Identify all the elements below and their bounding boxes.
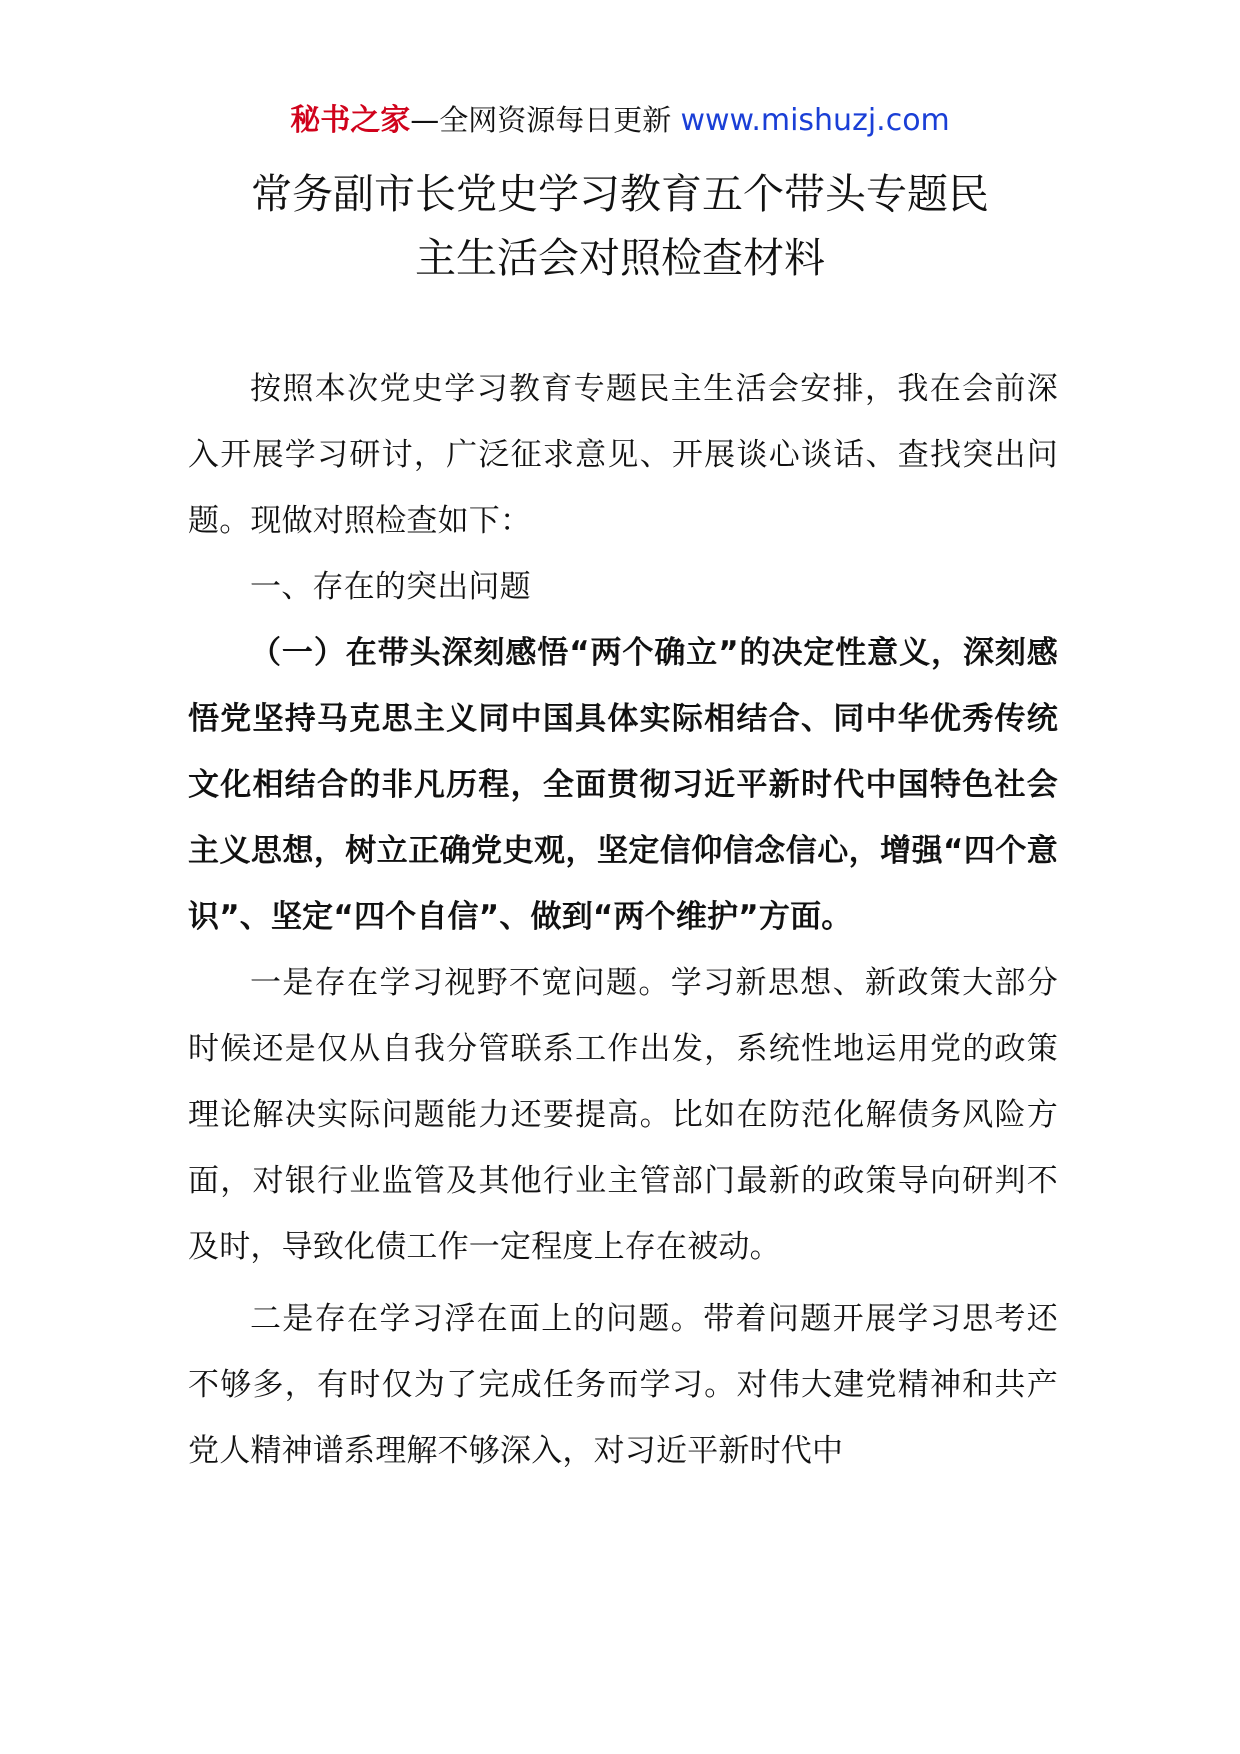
document-title (150, 162, 1090, 290)
title-line-1: 常务副市长党史学习教育五个带头专题民 (251, 170, 989, 218)
site-header (0, 100, 1240, 141)
header-slogan: —全网资源每日更新 (410, 103, 672, 137)
brand-name: 秘书之家 (290, 103, 411, 138)
title-line-2: 主生活会对照检查材料 (415, 234, 825, 282)
section-heading: 一、存在的突出问题 (250, 569, 531, 605)
point-paragraph-1: 一是存在学习视野不宽问题。学习新思想、新政策大部分时候还是仅从自我分管联系工作出发，系统性地运用党的政策理论解决实际问题能力还要提高。比如在防范化解债务风险方面，对银行业监管及其他行业主管部门最新的政策导向研判不及时，导致化债工作一定程度上存在被动。 (188, 965, 1058, 1265)
subsection-heading: （一）在带头深刻感悟“两个确立”的决定性意义，深刻感悟党坚持马克思主义同中国具体实际相结合、同中华优秀传统文化相结合的非凡历程，全面贯彻习近平新时代中国特色社会主义思想，树立正确党史观，坚定信仰信念信心，增强“四个意识”、坚定“四个自信”、做到“两个维护”方面。 (188, 635, 1058, 935)
document-body (188, 356, 1058, 1484)
site-url-link[interactable]: www.mishuzj.com (680, 103, 950, 138)
point-paragraph-2: 二是存在学习浮在面上的问题。带着问题开展学习思考还不够多，有时仅为了完成任务而学习。对伟大建党精神和共产党人精神谱系理解不够深入，对习近平新时代中 (188, 1301, 1058, 1469)
intro-paragraph: 按照本次党史学习教育专题民主生活会安排，我在会前深入开展学习研讨，广泛征求意见、开展谈心谈话、查找突出问题。现做对照检查如下： (188, 371, 1058, 539)
